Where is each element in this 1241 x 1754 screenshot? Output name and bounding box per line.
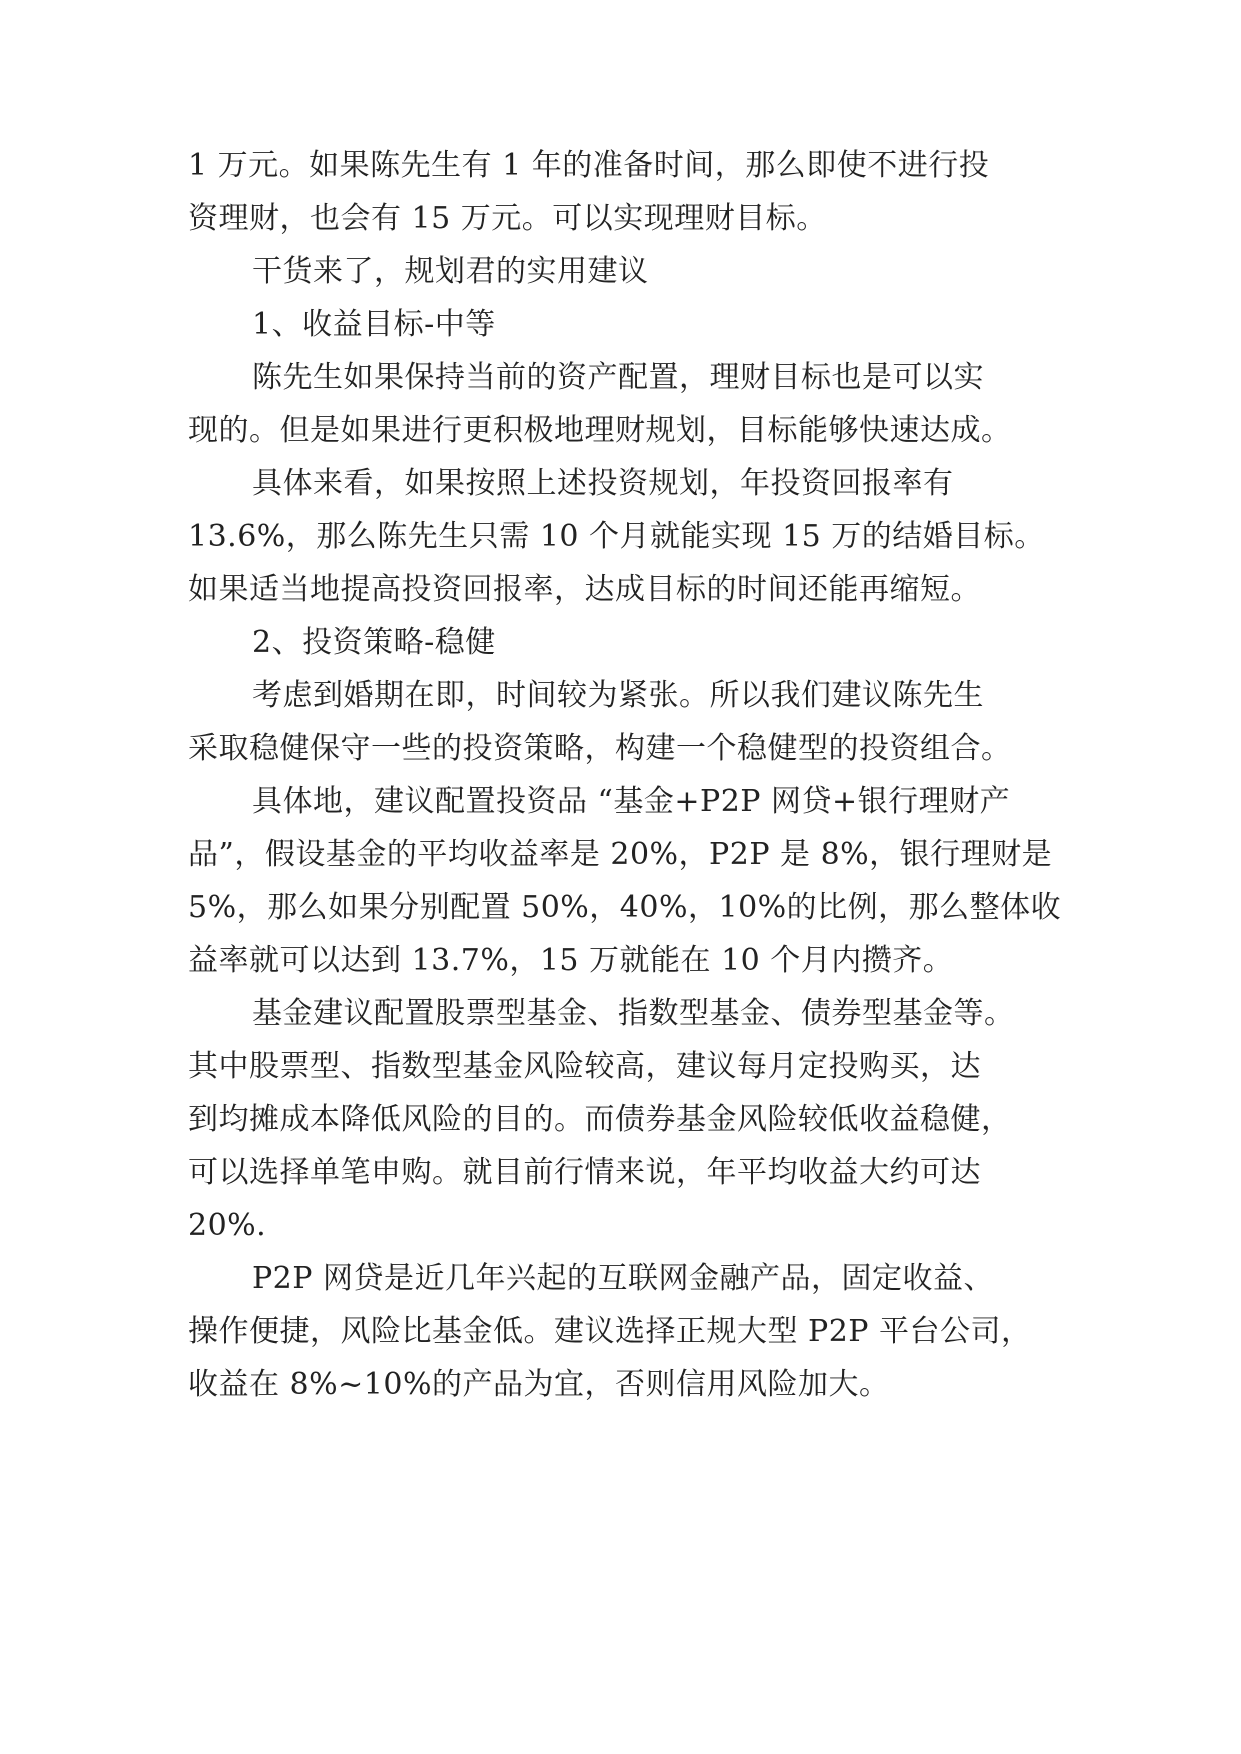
section-heading: 1、收益目标-中等	[252, 307, 496, 342]
text-line: 如果适当地提高投资回报率，达成目标的时间还能再缩短。	[188, 572, 981, 607]
text-line: 品”，假设基金的平均收益率是 20%，P2P 是 8%，银行理财是	[188, 837, 1053, 872]
text-line: 到均摊成本降低风险的目的。而债券基金风险较低收益稳健，	[188, 1102, 1012, 1137]
paragraph-first-line: 基金建议配置股票型基金、指数型基金、债券型基金等。	[252, 996, 1015, 1031]
text-line: 其中股票型、指数型基金风险较高，建议每月定投购买，达	[188, 1049, 981, 1084]
paragraph-first-line: 具体地，建议配置投资品 “基金+P2P 网贷+银行理财产	[252, 784, 1011, 819]
text-line: 现的。但是如果进行更积极地理财规划，目标能够快速达成。	[188, 413, 1012, 448]
text-line: 操作便捷，风险比基金低。建议选择正规大型 P2P 平台公司，	[188, 1314, 1032, 1349]
paragraph-first-line: 考虑到婚期在即，时间较为紧张。所以我们建议陈先生	[252, 678, 984, 713]
text-line: 20%.	[188, 1208, 267, 1243]
text-line: 资理财，也会有 15 万元。可以实现理财目标。	[188, 201, 827, 236]
text-line: 1 万元。如果陈先生有 1 年的准备时间，那么即使不进行投	[188, 148, 990, 183]
text-line: 5%，那么如果分别配置 50%，40%，10%的比例，那么整体收	[188, 890, 1062, 925]
paragraph-first-line: 陈先生如果保持当前的资产配置，理财目标也是可以实	[252, 360, 984, 395]
paragraph-first-line: 具体来看，如果按照上述投资规划，年投资回报率有	[252, 466, 954, 501]
section-heading: 2、投资策略-稳健	[252, 625, 496, 660]
text-line: 益率就可以达到 13.7%，15 万就能在 10 个月内攒齐。	[188, 943, 954, 978]
section-heading: 干货来了，规划君的实用建议	[252, 254, 649, 289]
text-line: 可以选择单笔申购。就目前行情来说，年平均收益大约可达	[188, 1155, 981, 1190]
text-line: 13.6%，那么陈先生只需 10 个月就能实现 15 万的结婚目标。	[188, 519, 1045, 554]
paragraph-first-line: P2P 网贷是近几年兴起的互联网金融产品，固定收益、	[252, 1261, 994, 1296]
text-line: 收益在 8%~10%的产品为宜，否则信用风险加大。	[188, 1367, 890, 1402]
text-line: 采取稳健保守一些的投资策略，构建一个稳健型的投资组合。	[188, 731, 1012, 766]
